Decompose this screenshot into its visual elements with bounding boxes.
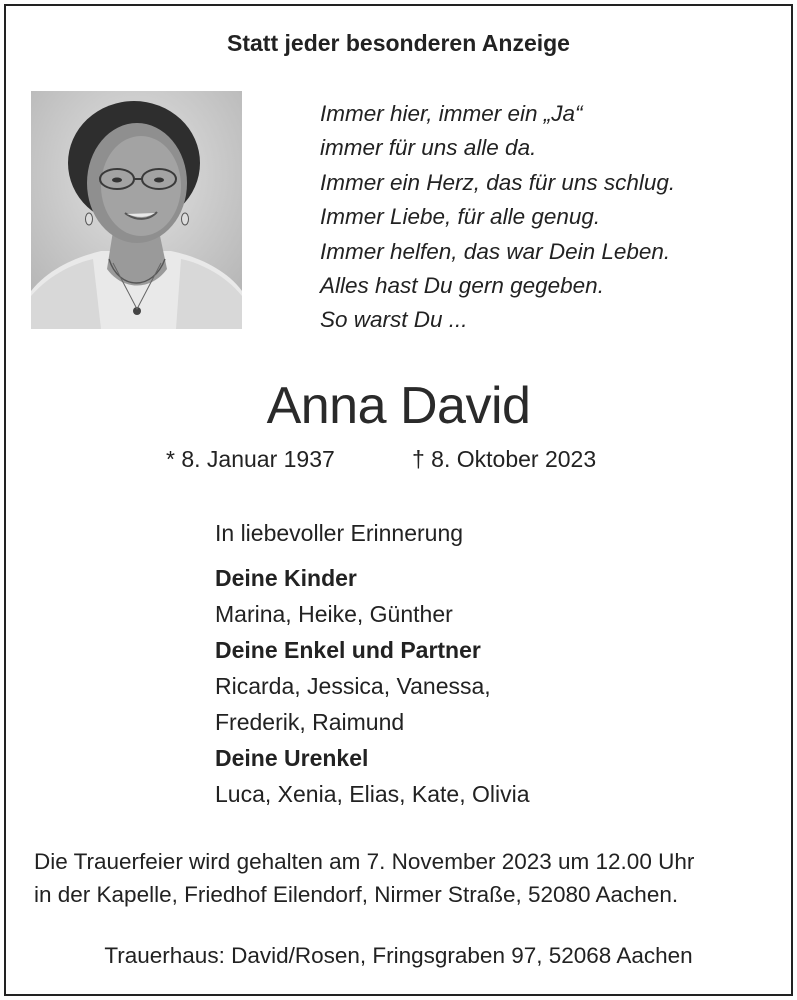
family-section — [215, 515, 530, 812]
deceased-name: Anna David — [266, 377, 531, 435]
family-group-names: Ricarda, Jessica, Vanessa, — [215, 673, 491, 699]
family-group-names: Marina, Heike, Günther — [215, 601, 453, 627]
notice-header: Statt jeder besonderen Anzeige — [227, 30, 570, 56]
service-info — [34, 846, 694, 911]
death-date: † 8. Oktober 2023 — [412, 446, 597, 472]
family-group-names: Frederik, Raimund — [215, 709, 405, 735]
remembrance-intro: In liebevoller Erinnerung — [215, 520, 464, 546]
family-group-names: Luca, Xenia, Elias, Kate, Olivia — [215, 781, 530, 807]
poem-line: immer für uns alle da. — [320, 135, 537, 161]
family-group-title: Deine Urenkel — [215, 745, 369, 771]
poem-line: Immer hier, immer ein „Ja“ — [320, 101, 583, 126]
poem-line: So warst Du ... — [320, 307, 468, 333]
family-group-title: Deine Kinder — [215, 565, 357, 591]
service-line: in der Kapelle, Friedhof Eilendorf, Nirmer Straße, 52080 Aachen. — [34, 881, 679, 907]
birth-date: * 8. Januar 1937 — [166, 446, 335, 472]
poem-line: Immer Liebe, für alle genug. — [320, 204, 601, 230]
poem-line: Immer ein Herz, das für uns schlug. — [320, 169, 676, 195]
poem-line: Immer helfen, das war Dein Leben. — [320, 238, 671, 264]
mourning-house-address: Trauerhaus: David/Rosen, Fringsgraben 97, 52068 Aachen — [104, 943, 693, 968]
portrait-photo — [31, 91, 242, 329]
service-line: Die Trauerfeier wird gehalten am 7. November 2023 um 12.00 Uhr — [34, 849, 695, 874]
family-group-title: Deine Enkel und Partner — [215, 637, 481, 663]
poem — [320, 97, 675, 338]
poem-line: Alles hast Du gern gegeben. — [320, 273, 604, 299]
